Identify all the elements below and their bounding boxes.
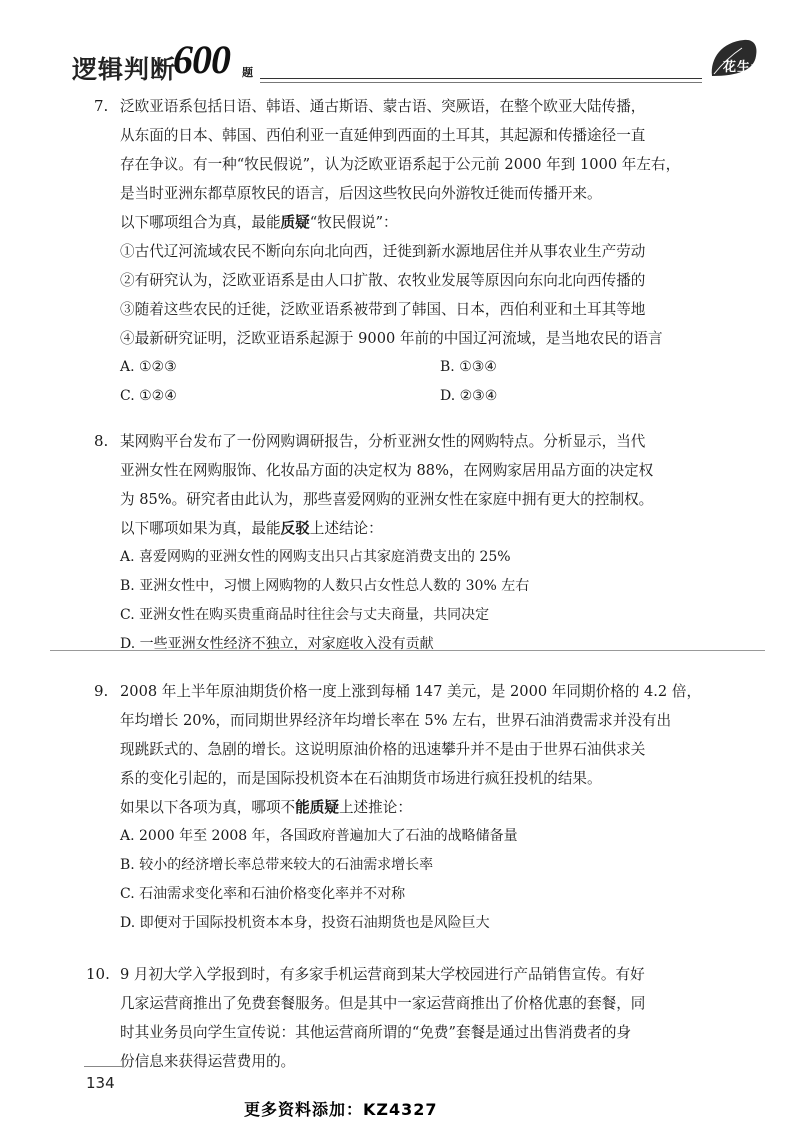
- option-c: C. 石油需求变化率和石油价格变化率并不对称: [120, 886, 406, 902]
- question-number: 8.: [94, 432, 109, 450]
- question-prompt: 以下哪项组合为真，最能质疑“牧民假说”：: [120, 214, 398, 231]
- question-number: 7.: [94, 97, 109, 115]
- book-title: 逻辑判断: [72, 55, 177, 84]
- stem-line: 是当时亚洲东都草原牧民的语言，后因这些牧民向外游牧迁徙而传播开来。: [120, 185, 602, 202]
- option-c: C. ①②④: [120, 388, 177, 404]
- question-prompt: 如果以下各项为真，哪项不能质疑上述推论：: [120, 799, 412, 816]
- question-9: [94, 677, 724, 938]
- page-number: 134: [86, 1074, 115, 1092]
- stem-line: 从东面的日本、韩国、西伯利亚一直延伸到西面的土耳其，其起源和传播途径一直: [120, 127, 646, 144]
- question-prompt: 以下哪项如果为真，最能反驳上述结论：: [120, 520, 383, 537]
- stem-line: 时其业务员向学生宣传说：其他运营商所谓的“免费”套餐是通过出售消费者的身: [120, 1024, 632, 1041]
- option-a: A. 2000 年至 2008 年，各国政府普遍加大了石油的战略储备量: [120, 828, 518, 844]
- option-c: C. 亚洲女性在购买贵重商品时往往会与丈夫商量，共同决定: [120, 607, 490, 623]
- option-d: D. ②③④: [440, 388, 498, 404]
- book-title-suffix: 题: [242, 66, 253, 79]
- page-header: [72, 36, 772, 94]
- stem-line: 现跳跃式的、急剧的增长。这说明原油价格的迅速攀升并不是由于世界石油供求关: [120, 741, 646, 758]
- page-number-rule: [84, 1066, 124, 1067]
- book-title-number: 600: [173, 37, 230, 82]
- stem-line: 存在争议。有一种“牧民假说”，认为泛欧亚语系起于公元前 2000 年到 1000 年左右，: [120, 156, 681, 173]
- stem-line: 9 月初大学入学报到时，有多家手机运营商到某大学校园进行产品销售宣传。有好: [120, 966, 645, 983]
- scan-line: [50, 650, 765, 651]
- option-b: B. 较小的经济增长率总带来较大的石油需求增长率: [120, 857, 434, 873]
- stem-line: 2008 年上半年原油期货价格一度上涨到每桶 147 美元，是 2000 年同期价格的 4.2 倍，: [120, 683, 702, 700]
- stem-line: 亚洲女性在网购服饰、化妆品方面的决定权为 88%，在网购家居用品方面的决定权: [120, 462, 654, 479]
- stem-line: 几家运营商推出了免费套餐服务。但是其中一家运营商推出了价格优惠的套餐，同: [120, 995, 646, 1012]
- question-7: [94, 92, 724, 411]
- stem-line: 泛欧亚语系包括日语、韩语、通古斯语、蒙古语、突厥语，在整个欧亚大陆传播，: [120, 98, 646, 115]
- stem-line: 年均增长 20%，而同期世界经济年均增长率在 5% 左右，世界石油消费需求并没有出: [120, 712, 672, 729]
- statement: ①古代辽河流域农民不断向东向北向西，迁徙到新水源地居住并从事农业生产劳动: [120, 243, 646, 260]
- header-rule-thin: [260, 82, 702, 83]
- prompt-keyword: 能质疑: [295, 799, 339, 816]
- prompt-keyword: 质疑: [280, 214, 310, 231]
- option-d: D. 一些亚洲女性经济不独立，对家庭收入没有贡献: [120, 636, 434, 652]
- option-a: A. 喜爱网购的亚洲女性的网购支出只占其家庭消费支出的 25%: [120, 549, 511, 565]
- footer-watermark-text: 更多资料添加：KZ4327: [244, 1100, 438, 1119]
- question-number: 9.: [94, 682, 109, 700]
- option-b: B. 亚洲女性中，习惯上网购物的人数只占女性总人数的 30% 左右: [120, 578, 530, 594]
- statement: ②有研究认为，泛欧亚语系是由人口扩散、农牧业发展等原因向东向北向西传播的: [120, 272, 646, 289]
- option-b: B. ①③④: [440, 359, 497, 375]
- option-d: D. 即便对于国际投机资本本身，投资石油期货也是风险巨大: [120, 915, 490, 931]
- question-8: [94, 427, 724, 659]
- options-grid: [120, 353, 724, 411]
- question-10: [86, 960, 724, 1076]
- stem-line: 为 85%。研究者由此认为，那些喜爱网购的亚洲女性在家庭中拥有更大的控制权。: [120, 491, 654, 508]
- statement: ④最新研究证明，泛欧亚语系起源于 9000 年前的中国辽河流域，是当地农民的语言: [120, 330, 663, 347]
- question-number: 10.: [86, 965, 110, 983]
- prompt-keyword: 反驳: [280, 520, 310, 537]
- statement: ③随着这些农民的迁徙，泛欧亚语系被带到了韩国、日本，西伯利亚和土耳其等地: [120, 301, 646, 318]
- option-a: A. ①②③: [120, 359, 177, 375]
- stem-line: 系的变化引起的，而是国际投机资本在石油期货市场进行疯狂投机的结果。: [120, 770, 602, 787]
- stem-line: 某网购平台发布了一份网购调研报告，分析亚洲女性的网购特点。分析显示，当代: [120, 433, 646, 450]
- header-rule: [260, 78, 702, 79]
- series-name: 花生十三: [723, 60, 766, 94]
- stem-line: 份信息来获得运营费用的。: [120, 1053, 296, 1070]
